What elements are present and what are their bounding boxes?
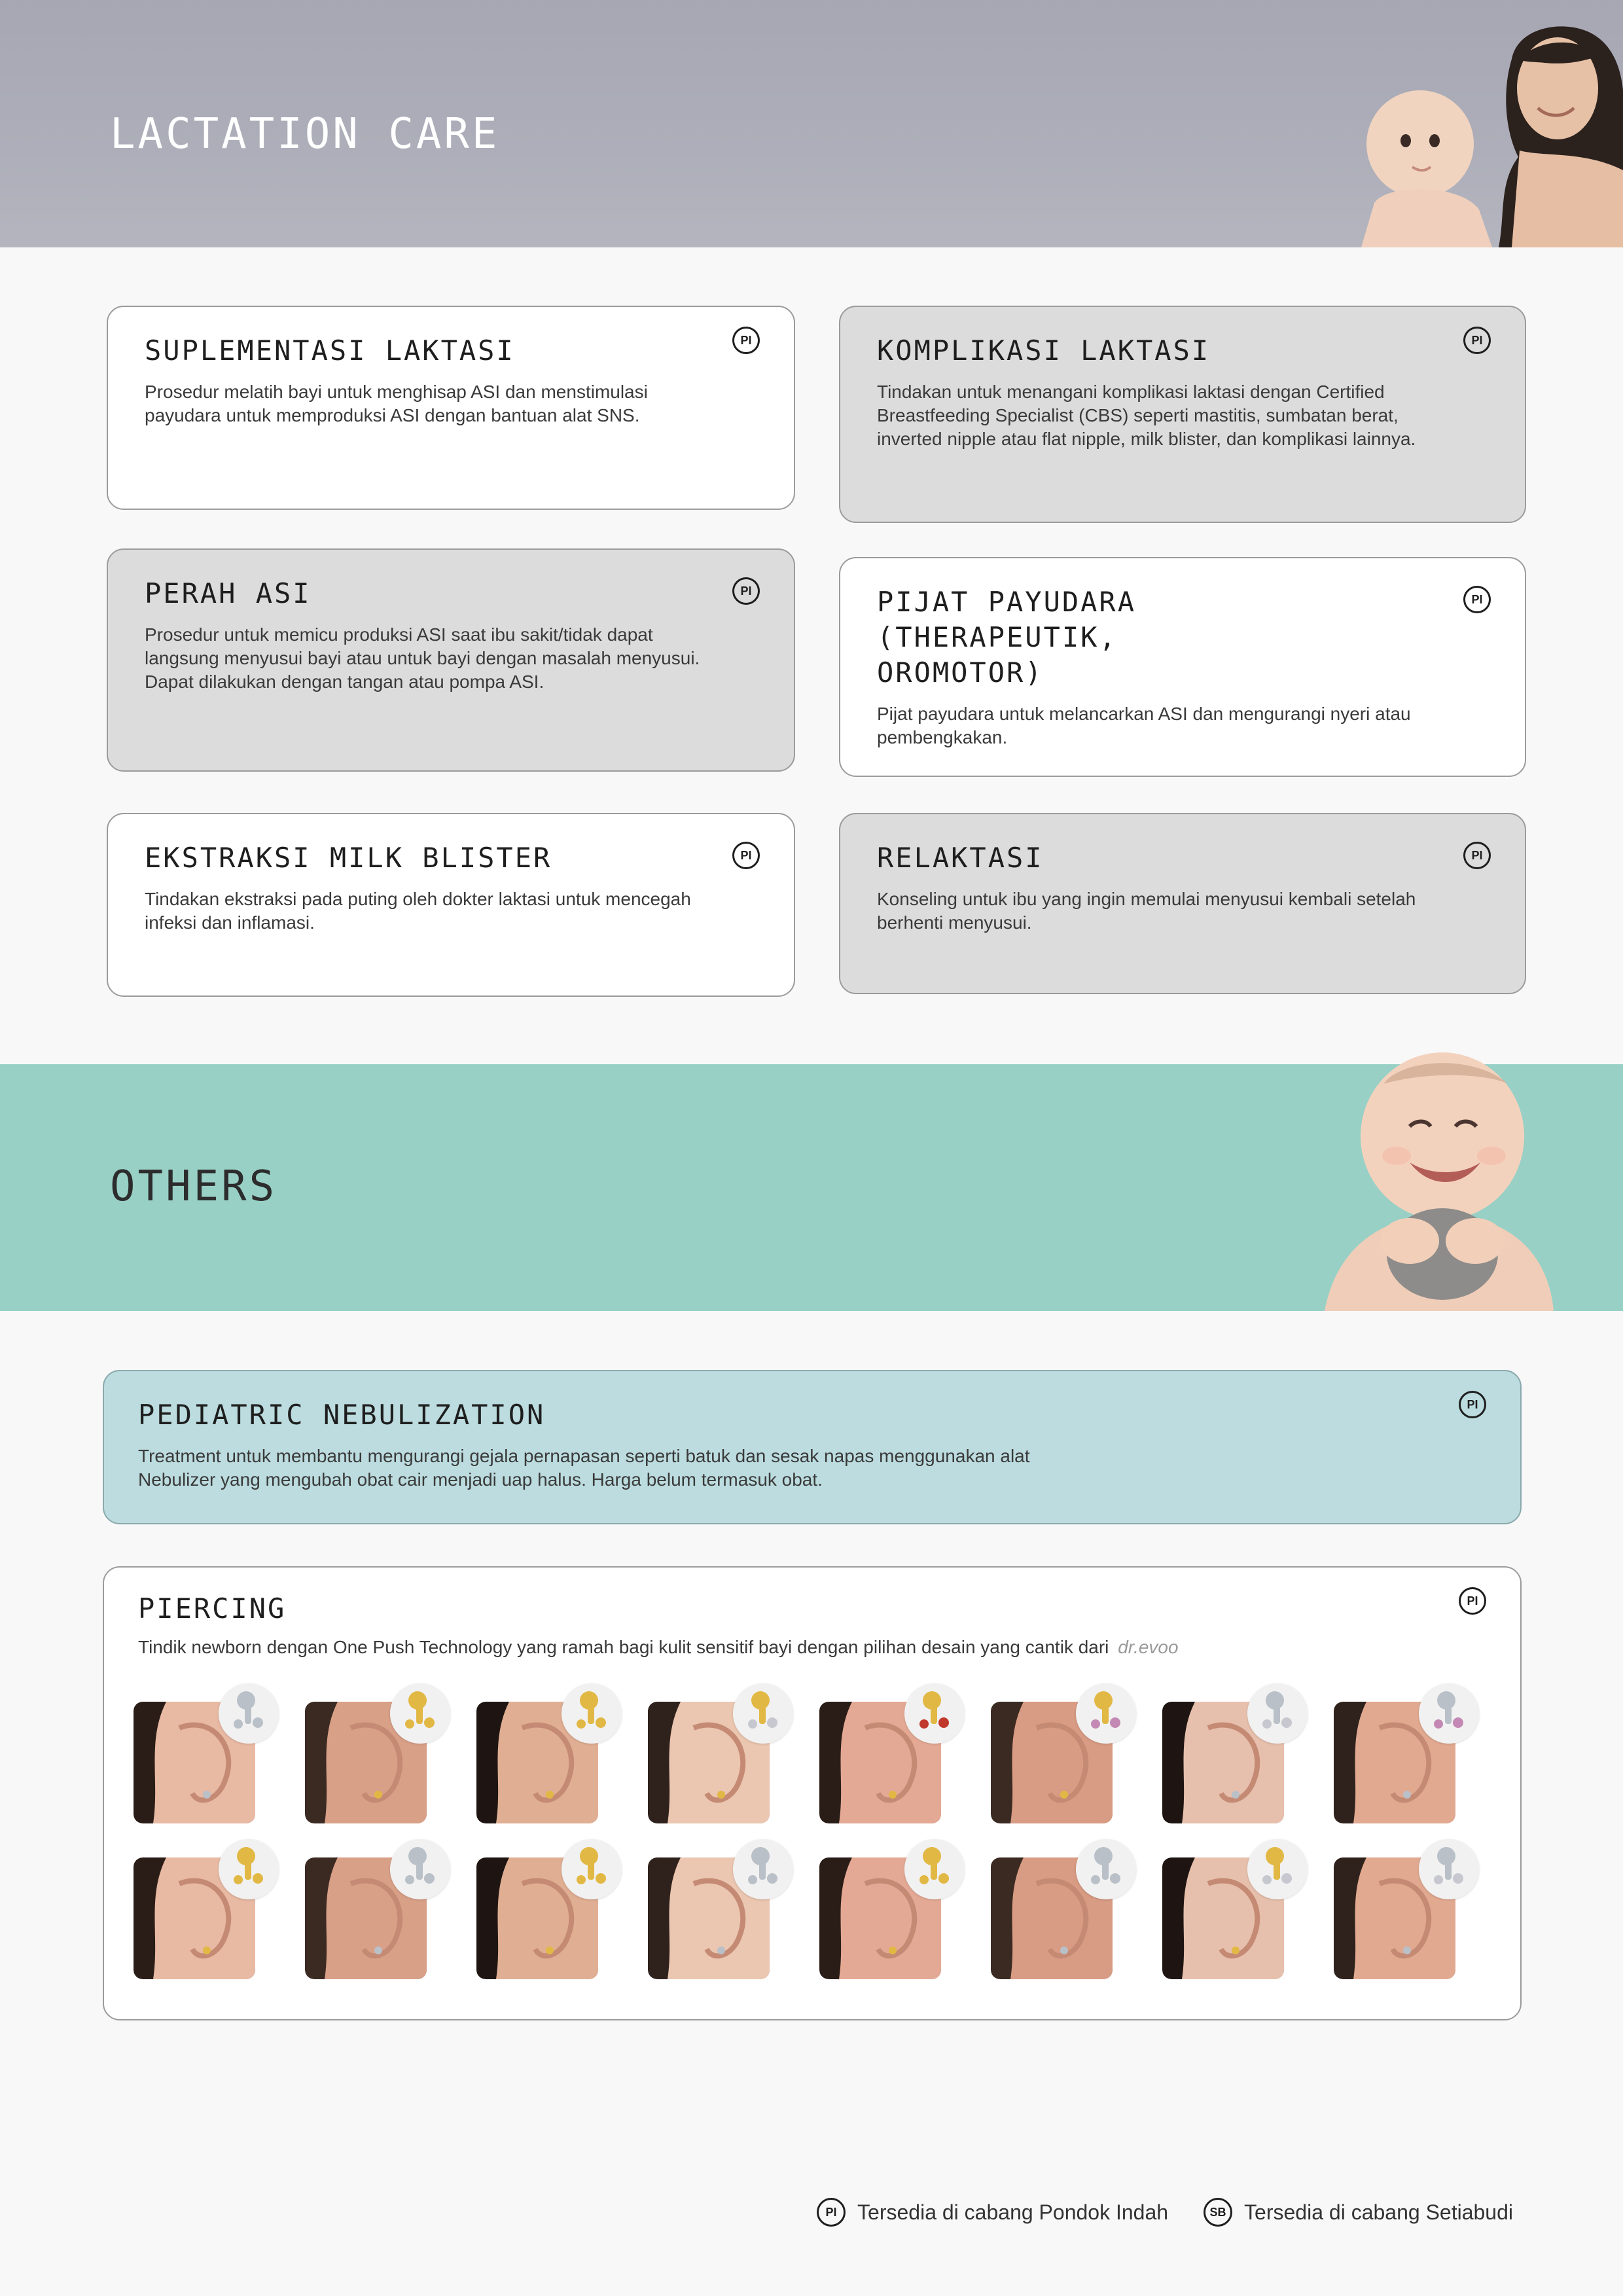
card-relaktasi (839, 813, 1526, 994)
earring-stud-icon (1076, 1683, 1136, 1744)
branch-legend (781, 2198, 1513, 2227)
pi-badge-icon: PI (1459, 1587, 1486, 1615)
pi-badge-icon: PI (1463, 586, 1491, 613)
earring-stud-icon (219, 1683, 279, 1744)
earring-stud-icon (733, 1683, 793, 1744)
card-title: PERAH ASI (145, 577, 312, 609)
piercing-thumbnail-gold-heart-pink-flower (991, 1702, 1113, 1823)
piercing-thumbnail-silver-heart (991, 1857, 1113, 1979)
earring-stud-icon (1419, 1839, 1479, 1899)
earring-stud-icon (1247, 1839, 1308, 1899)
card-pijat-payudara (839, 557, 1526, 777)
piercing-thumbnail-grid (134, 1702, 1488, 1983)
card-description: Prosedur melatih bayi untuk menghisap ASI dan menstimulasi payudara untuk memproduksi ASI dengan bantuan alat SNS. (145, 382, 648, 425)
card-description: Pijat payudara untuk melancarkan ASI dan mengurangi nyeri atau pembengkakan. (877, 704, 1411, 747)
pi-badge-icon: PI (732, 327, 760, 354)
legend-item-pondok-indah (817, 2198, 1168, 2227)
card-title: RELAKTASI (877, 842, 1044, 874)
pi-badge-icon: PI (1459, 1391, 1486, 1418)
card-title: KOMPLIKASI LAKTASI (877, 334, 1211, 367)
card-pediatric-nebulization (103, 1370, 1522, 1524)
earring-stud-icon (904, 1839, 965, 1899)
piercing-thumbnail-silver-crystal (648, 1857, 770, 1979)
card-description: Tindakan untuk menangani komplikasi laktasi dengan Certified Breastfeeding Specialist (CBS) seperti mastitis, sumbatan berat, inverted nipple atau flat nipple, milk blister, dan komplikasi lainnya. (877, 382, 1416, 449)
card-komplikasi-laktasi (839, 306, 1526, 523)
card-description (138, 1636, 1486, 1659)
section-title-lactation: LACTATION CARE (110, 110, 500, 158)
earring-stud-icon (390, 1683, 450, 1744)
piercing-thumbnail-silver-pink-flower (1334, 1702, 1455, 1823)
others-banner (0, 1064, 1623, 1311)
earring-stud-icon (219, 1839, 279, 1899)
earring-stud-icon (562, 1839, 622, 1899)
card-title: PIJAT PAYUDARA (THERAPEUTIK, OROMOTOR) (877, 586, 1137, 689)
pi-badge-icon: PI (732, 842, 760, 869)
piercing-thumbnail-silver-flower (1334, 1857, 1455, 1979)
pi-badge-icon: PI (817, 2198, 846, 2227)
card-ekstraksi-milk-blister (107, 813, 795, 997)
card-title: EKSTRAKSI MILK BLISTER (145, 842, 552, 874)
earring-stud-icon (904, 1683, 965, 1744)
earring-stud-icon (562, 1683, 622, 1744)
card-title: PIERCING (138, 1592, 287, 1624)
piercing-thumbnail-gold-heart-red-flower (819, 1702, 941, 1823)
card-title: SUPLEMENTASI LAKTASI (145, 334, 515, 367)
pi-badge-icon: PI (1463, 842, 1491, 869)
legend-label: Tersedia di cabang Pondok Indah (857, 2200, 1169, 2224)
piercing-thumbnail-gold-ball (134, 1857, 255, 1979)
card-description: Tindakan ekstraksi pada puting oleh dokter laktasi untuk mencegah infeksi dan inflamasi. (145, 889, 691, 933)
card-title: PEDIATRIC NEBULIZATION (138, 1399, 546, 1431)
sb-badge-icon: SB (1204, 2198, 1232, 2227)
piercing-thumbnail-gold-flower (648, 1702, 770, 1823)
earring-stud-icon (1247, 1683, 1308, 1744)
piercing-description-text: Tindik newborn dengan One Push Technology yang ramah bagi kulit sensitif bayi dengan pilihan desain yang cantik dari (138, 1637, 1109, 1657)
lactation-care-banner (0, 0, 1623, 247)
piercing-thumbnail-gold-heart (819, 1857, 941, 1979)
piercing-thumbnail-silver-flower (1162, 1702, 1284, 1823)
earring-stud-icon (733, 1839, 793, 1899)
piercing-thumbnail-gold-flower (1162, 1857, 1284, 1979)
card-description: Treatment untuk membantu mengurangi gejala pernapasan seperti batuk dan sesak napas menggunakan alat Nebulizer yang mengubah obat cair menjadi uap halus. Harga belum termasuk obat. (138, 1446, 1030, 1490)
pi-badge-icon: PI (1463, 327, 1491, 354)
smiling-baby-photo (1311, 1045, 1560, 1311)
pi-badge-icon: PI (732, 577, 760, 605)
piercing-thumbnail-silver-ball (305, 1857, 427, 1979)
earring-stud-icon (1076, 1839, 1136, 1899)
legend-label: Tersedia di cabang Setiabudi (1244, 2200, 1513, 2224)
piercing-thumbnail-gold-heart (476, 1857, 598, 1979)
mother-baby-photo (1348, 20, 1623, 247)
section-title-others: OTHERS (110, 1162, 277, 1211)
earring-stud-icon (390, 1839, 450, 1899)
piercing-thumbnail-gold-ball (305, 1702, 427, 1823)
card-suplementasi-laktasi (107, 306, 795, 510)
earring-stud-icon (1419, 1683, 1479, 1744)
card-description: Prosedur untuk memicu produksi ASI saat ibu sakit/tidak dapat langsung menyusui bayi atau untuk bayi dengan masalah menyusui. Dapat dilakukan dengan tangan atau pompa ASI. (145, 624, 700, 692)
piercing-thumbnail-silver-ball (134, 1702, 255, 1823)
legend-item-setiabudi (1204, 2198, 1513, 2227)
card-perah-asi (107, 548, 795, 772)
card-description: Konseling untuk ibu yang ingin memulai menyusui kembali setelah berhenti menyusui. (877, 889, 1416, 933)
piercing-thumbnail-gold-heart (476, 1702, 598, 1823)
dr-evoo-logo: dr.evoo (1118, 1637, 1179, 1657)
